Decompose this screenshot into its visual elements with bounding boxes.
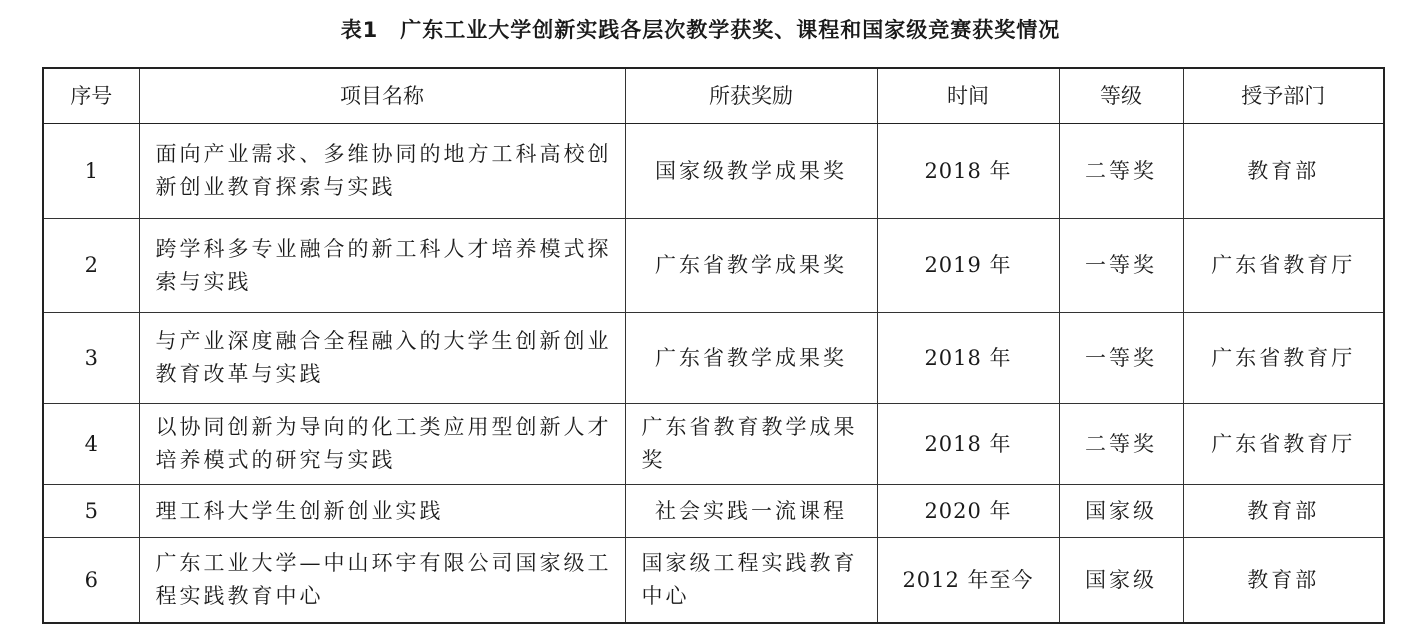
cell-award: 广东省教育教学成果奖 [625, 404, 877, 485]
table-row [43, 219, 1384, 313]
cell-award: 国家级教学成果奖 [625, 124, 877, 219]
awards-table [42, 67, 1385, 624]
header-award: 所获奖励 [625, 68, 877, 124]
cell-level: 二等奖 [1059, 404, 1183, 485]
cell-serial-number: 4 [43, 404, 139, 485]
cell-time: 2018 年 [877, 404, 1059, 485]
cell-serial-number: 6 [43, 538, 139, 624]
cell-project-name: 面向产业需求、多维协同的地方工科高校创新创业教育探索与实践 [139, 124, 625, 219]
header-project-name: 项目名称 [139, 68, 625, 124]
cell-time: 2019 年 [877, 219, 1059, 313]
cell-granting-department: 教育部 [1183, 485, 1384, 538]
cell-serial-number: 5 [43, 485, 139, 538]
cell-project-name: 与产业深度融合全程融入的大学生创新创业教育改革与实践 [139, 313, 625, 404]
cell-granting-department: 广东省教育厅 [1183, 404, 1384, 485]
table-row [43, 313, 1384, 404]
cell-serial-number: 2 [43, 219, 139, 313]
table-row [43, 124, 1384, 219]
cell-award: 广东省教学成果奖 [625, 219, 877, 313]
cell-serial-number: 1 [43, 124, 139, 219]
cell-granting-department: 教育部 [1183, 124, 1384, 219]
cell-award: 社会实践一流课程 [625, 485, 877, 538]
cell-serial-number: 3 [43, 313, 139, 404]
cell-award: 广东省教学成果奖 [625, 313, 877, 404]
header-time: 时间 [877, 68, 1059, 124]
cell-level: 国家级 [1059, 485, 1183, 538]
cell-award: 国家级工程实践教育中心 [625, 538, 877, 624]
table-header-row [43, 68, 1384, 124]
cell-granting-department: 广东省教育厅 [1183, 313, 1384, 404]
cell-project-name: 广东工业大学—中山环宇有限公司国家级工程实践教育中心 [139, 538, 625, 624]
table-title: 表1 广东工业大学创新实践各层次教学获奖、课程和国家级竞赛获奖情况 [340, 18, 1061, 42]
cell-granting-department: 广东省教育厅 [1183, 219, 1384, 313]
cell-time: 2020 年 [877, 485, 1059, 538]
table-row [43, 485, 1384, 538]
cell-level: 一等奖 [1059, 219, 1183, 313]
cell-time: 2018 年 [877, 124, 1059, 219]
header-granting-department: 授予部门 [1183, 68, 1384, 124]
cell-level: 二等奖 [1059, 124, 1183, 219]
cell-project-name: 理工科大学生创新创业实践 [139, 485, 625, 538]
cell-level: 一等奖 [1059, 313, 1183, 404]
table-row [43, 404, 1384, 485]
header-serial-number: 序号 [43, 68, 139, 124]
cell-project-name: 跨学科多专业融合的新工科人才培养模式探索与实践 [139, 219, 625, 313]
cell-time: 2018 年 [877, 313, 1059, 404]
cell-level: 国家级 [1059, 538, 1183, 624]
table-row [43, 538, 1384, 624]
cell-time: 2012 年至今 [877, 538, 1059, 624]
header-level: 等级 [1059, 68, 1183, 124]
cell-project-name: 以协同创新为导向的化工类应用型创新人才培养模式的研究与实践 [139, 404, 625, 485]
cell-granting-department: 教育部 [1183, 538, 1384, 624]
